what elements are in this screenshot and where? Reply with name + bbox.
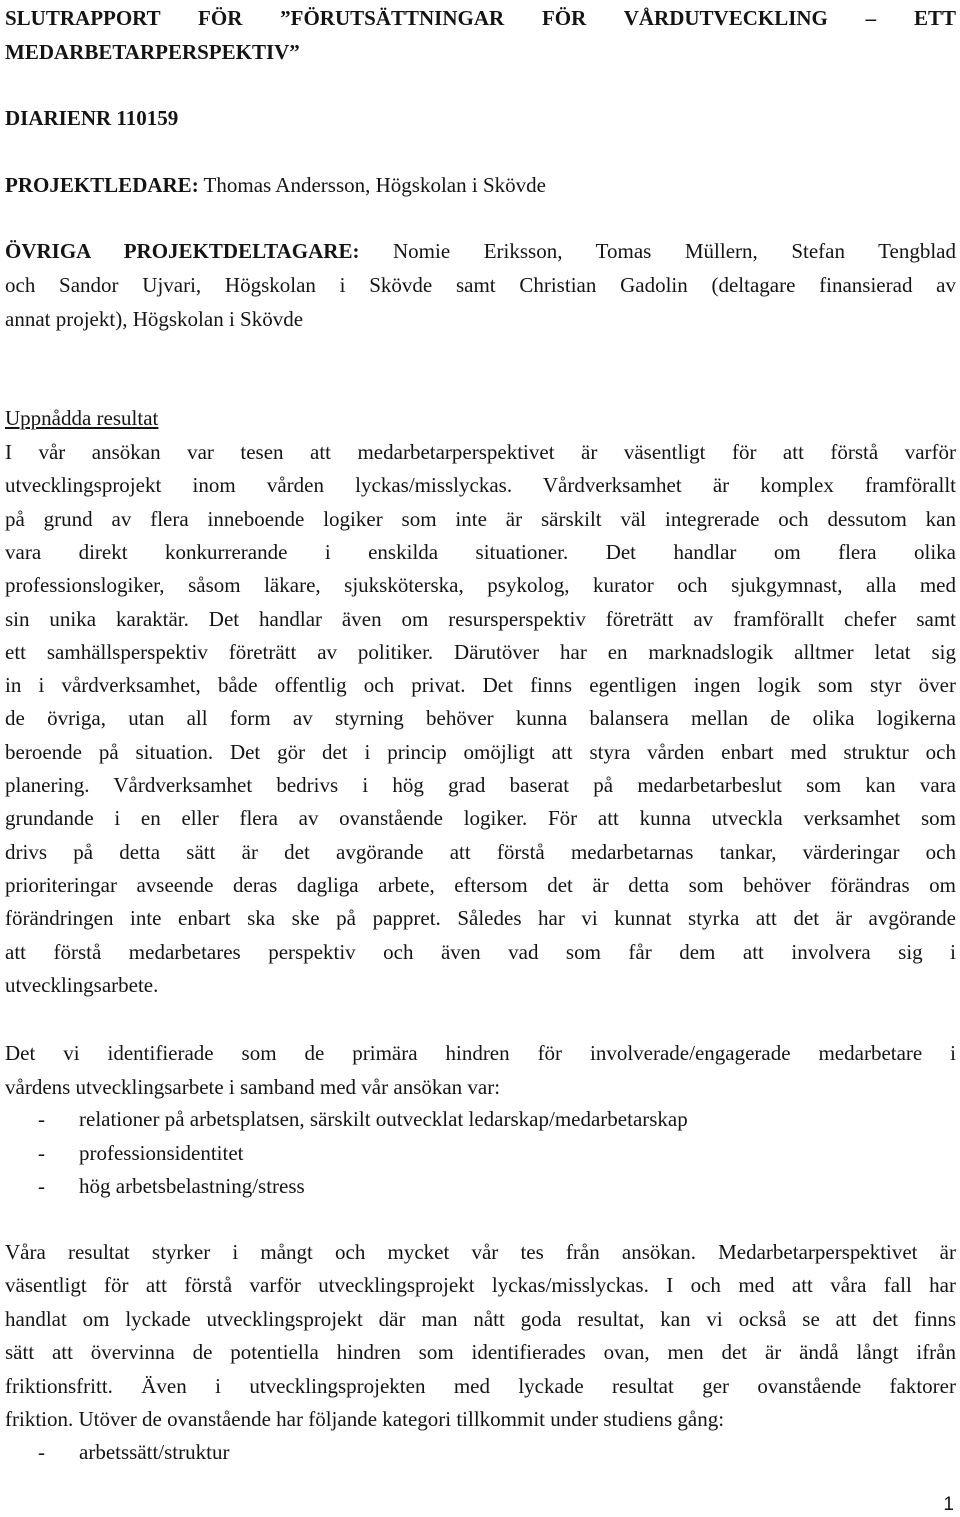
paragraph-line: I vår ansökan var tesen att medarbetarperspektivet är väsentligt för att förstå varför	[5, 440, 956, 464]
list-dash: -	[38, 1140, 45, 1165]
paragraph-line: drivs på detta sätt är det avgörande att förstå medarbetarnas tankar, värderingar och	[5, 839, 956, 864]
paragraph-line: vara direkt konkurrerande i enskilda situationer. Det handlar om flera olika	[5, 539, 956, 564]
ovriga-line-3: annat projekt), Högskolan i Skövde	[5, 307, 304, 331]
title-line-1: SLUTRAPPORT FÖR ”FÖRUTSÄTTNINGAR FÖR VÅRDUTVECKLING – ETT	[5, 6, 956, 30]
paragraph-line: väsentligt för att förstå varför utvecklingsprojekt lyckas/misslyckas. I och med att våra fall har	[5, 1273, 956, 1298]
paragraph-line: Våra resultat styrker i mångt och mycket vår tes från ansökan. Medarbetarperspektivet är	[5, 1240, 956, 1264]
paragraph-line: utvecklingsarbete.	[5, 972, 159, 997]
page-number: 1	[943, 1494, 954, 1515]
ovriga-line-1-rest: Nomie Eriksson, Tomas Müllern, Stefan Tengblad	[359, 239, 957, 263]
ovriga-label: ÖVRIGA PROJEKTDELTAGARE:	[5, 239, 360, 263]
projektledare-label: PROJEKTLEDARE:	[5, 173, 199, 197]
paragraph-line: Det vi identifierade som de primära hindren för involverade/engagerade medarbetare i	[5, 1041, 956, 1065]
paragraph-line: på grund av flera inneboende logiker som inte är särskilt väl integrerade och dessutom kan	[5, 506, 956, 531]
list-dash: -	[38, 1107, 45, 1131]
diarienr: DIARIENR 110159	[5, 106, 179, 130]
list-item-text: hög arbetsbelastning/stress	[79, 1174, 305, 1198]
paragraph-line: sin unika karaktär. Det handlar även om resursperspektiv företrätt av framförallt chefer samt	[5, 606, 956, 631]
paragraph-line: utvecklingsprojekt inom vården lyckas/misslyckas. Vårdverksamhet är komplex framförallt	[5, 473, 956, 498]
paragraph-line: handlat om lyckade utvecklingsprojekt där man nått goda resultat, kan vi också se att det finns	[5, 1306, 956, 1331]
list-item-text: professionsidentitet	[79, 1140, 244, 1165]
paragraph-line: ett samhällsperspektiv företrätt av politiker. Därutöver har en marknadslogik alltmer letat sig	[5, 639, 956, 664]
projektledare-line	[5, 173, 956, 197]
list-item-text: arbetssätt/struktur	[79, 1440, 230, 1464]
paragraph-line: in i vårdverksamhet, både offentlig och privat. Det finns egentligen ingen logik som styr över	[5, 673, 956, 698]
title-line-2: MEDARBETARPERSPEKTIV”	[5, 40, 300, 64]
paragraph-line: professionslogiker, såsom läkare, sjuksköterska, psykolog, kurator och sjukgymnast, alla med	[5, 573, 956, 598]
paragraph-line: planering. Vårdverksamhet bedrivs i hög grad baserat på medarbetarbeslut som kan vara	[5, 773, 956, 797]
paragraph-line: friktion. Utöver de ovanstående har följande kategori tillkommit under studiens gång:	[5, 1407, 725, 1431]
paragraph-line: prioriteringar avseende deras dagliga arbete, eftersom det är detta som behöver förändras om	[5, 872, 956, 897]
paragraph-line: de övriga, utan all form av styrning behöver kunna balansera mellan de olika logikerna	[5, 706, 956, 731]
list-item-text: relationer på arbetsplatsen, särskilt outvecklat ledarskap/medarbetarskap	[79, 1107, 688, 1131]
paragraph-line: grundande i en eller flera av ovanstående logiker. För att kunna utveckla verksamhet som	[5, 806, 956, 831]
paragraph-line: vårdens utvecklingsarbete i samband med vår ansökan var:	[5, 1074, 501, 1099]
list-dash: -	[38, 1440, 45, 1464]
list-dash: -	[38, 1174, 45, 1198]
ovriga-line-2: och Sandor Ujvari, Högskolan i Skövde samt Christian Gadolin (deltagare finansierad av	[5, 273, 956, 297]
projektledare-value: Thomas Andersson, Högskolan i Skövde	[198, 173, 546, 197]
ovriga-line-1	[5, 239, 956, 263]
paragraph-line: friktionsfritt. Även i utvecklingsprojekten med lyckade resultat ger ovanstående faktorer	[5, 1373, 956, 1398]
paragraph-line: sätt att övervinna de potentiella hindren som identifierades ovan, men det är ändå långt ifrån	[5, 1340, 956, 1365]
paragraph-line: förändringen inte enbart ska ske på pappret. Således har vi kunnat styrka att det är avgörande	[5, 906, 956, 931]
paragraph-line: att förstå medarbetares perspektiv och även vad som får dem att involvera sig i	[5, 939, 956, 964]
section-heading: Uppnådda resultat	[5, 406, 159, 430]
paragraph-line: beroende på situation. Det gör det i princip omöjligt att styra vården enbart med struktur och	[5, 739, 956, 764]
